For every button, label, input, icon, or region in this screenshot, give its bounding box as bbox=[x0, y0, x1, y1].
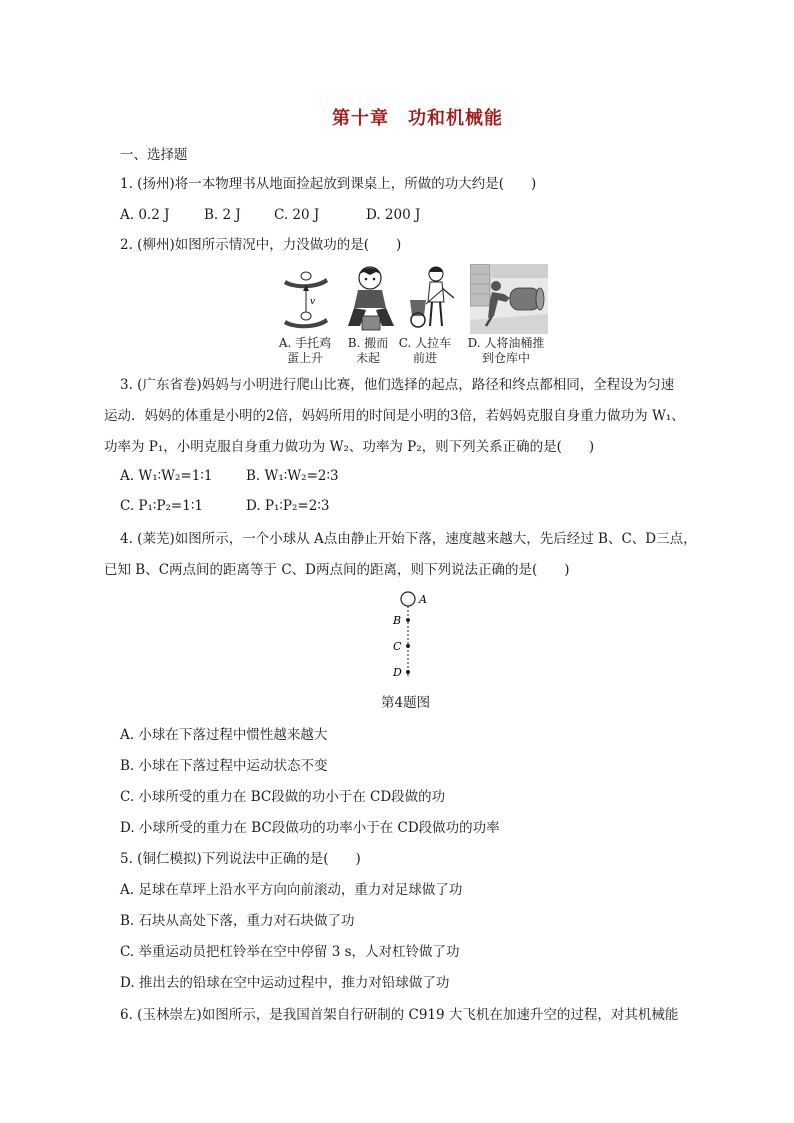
q4-option-b: B. 小球在下落过程中运动状态不变 bbox=[120, 758, 328, 774]
ball bbox=[401, 592, 415, 606]
question-4-figure bbox=[388, 588, 428, 682]
q2-caption-c bbox=[394, 336, 456, 366]
q2-caption-a-line1: A. 手托鸡 bbox=[278, 336, 332, 350]
point-c bbox=[406, 644, 410, 648]
q2-caption-d bbox=[460, 336, 552, 366]
q5-option-c: C. 举重运动员把杠铃举在空中停留 3 s，人对杠铃做了功 bbox=[120, 944, 460, 960]
q4-option-c: C. 小球所受的重力在 BC段做的功小于在 CD段做的功 bbox=[120, 789, 446, 805]
q1-option-a: A. 0.2 J bbox=[120, 207, 170, 223]
figure-caption: 第4题图 bbox=[381, 695, 431, 711]
question-3-line3: 功率为 P₁，小明克服自身重力做功为 W₂、功率为 P₂，则下列关系正确的是( ) bbox=[104, 439, 595, 455]
page-title: 第十章 功和机械能 bbox=[332, 108, 503, 129]
child-lifting-illustration bbox=[340, 264, 402, 334]
question-4-line1: 4. (莱芜)如图所示，一个小球从 A点由静止开始下落，速度越来越大，先后经过 B、C、D三点， bbox=[120, 531, 697, 547]
velocity-label: v bbox=[310, 297, 316, 307]
q2-caption-b-line2: 未起 bbox=[355, 351, 380, 365]
q1-option-d: D. 200 J bbox=[366, 207, 421, 223]
question-2-stem: 2. (柳州)如图所示情况中，力没做功的是( ) bbox=[120, 237, 402, 253]
q5-option-d: D. 推出去的铅球在空中运动过程中，推力对铅球做了功 bbox=[120, 975, 450, 991]
q3-option-a: A. W₁∶W₂=1∶1 bbox=[120, 468, 213, 484]
q1-option-b: B. 2 J bbox=[204, 207, 241, 223]
question-3-line1: 3. (广东省卷)妈妈与小明进行爬山比赛，他们选择的起点，路径和终点都相同，全程设为匀速 bbox=[120, 377, 675, 393]
label-a: A bbox=[419, 593, 427, 606]
q2-caption-c-line2: 前进 bbox=[412, 351, 437, 365]
section-heading: 一、选择题 bbox=[120, 147, 188, 163]
question-5-stem: 5. (铜仁模拟)下列说法中正确的是( ) bbox=[120, 851, 361, 867]
falling-ball-diagram bbox=[388, 588, 428, 682]
person-pushing-barrel-illustration bbox=[470, 264, 548, 334]
q3-option-b: B. W₁∶W₂=2∶3 bbox=[246, 468, 339, 484]
question-1-stem: 1. (扬州)将一本物理书从地面捡起放到课桌上，所做的功大约是( ) bbox=[120, 176, 537, 192]
person-pulling-cart-illustration bbox=[406, 264, 472, 334]
question-2-figure bbox=[276, 264, 548, 334]
q2-caption-b bbox=[336, 336, 400, 366]
hand-lifting-egg-illustration bbox=[276, 264, 336, 334]
q2-caption-b-line1: B. 搬而 bbox=[347, 336, 389, 350]
q1-option-c: C. 20 J bbox=[274, 207, 320, 223]
label-c: C bbox=[393, 640, 402, 653]
q4-option-d: D. 小球所受的重力在 BC段做功的功率小于在 CD段做功的功率 bbox=[120, 820, 500, 836]
q2-caption-a bbox=[270, 336, 340, 366]
q2-caption-a-line2: 蛋上升 bbox=[286, 351, 323, 365]
label-b: B bbox=[393, 614, 402, 627]
point-b bbox=[406, 618, 410, 622]
question-3-line2: 运动．妈妈的体重是小明的2倍，妈妈所用的时间是小明的3倍，若妈妈克服自身重力做功为 W₁、 bbox=[104, 408, 685, 424]
q3-option-c: C. P₁∶P₂=1∶1 bbox=[120, 498, 203, 514]
question-4-line2: 已知 B、C两点间的距离等于 C、D两点间的距离，则下列说法正确的是( ) bbox=[104, 562, 570, 578]
label-d: D bbox=[393, 666, 402, 679]
q3-option-d: D. P₁∶P₂=2∶3 bbox=[246, 498, 330, 514]
q2-caption-c-line1: C. 人拉车 bbox=[398, 336, 452, 350]
point-d bbox=[406, 670, 410, 674]
q5-option-a: A. 足球在草坪上沿水平方向向前滚动，重力对足球做了功 bbox=[120, 882, 463, 898]
q2-caption-d-line2: 到仓库中 bbox=[481, 351, 530, 365]
q4-option-a: A. 小球在下落过程中惯性越来越大 bbox=[120, 727, 328, 743]
q2-caption-d-line1: D. 人将油桶推 bbox=[467, 336, 545, 350]
question-6-stem: 6. (玉林崇左)如图所示，是我国首架自行研制的 C919 大飞机在加速升空的过程，对其机械能 bbox=[120, 1007, 679, 1023]
q5-option-b: B. 石块从高处下落，重力对石块做了功 bbox=[120, 913, 355, 929]
